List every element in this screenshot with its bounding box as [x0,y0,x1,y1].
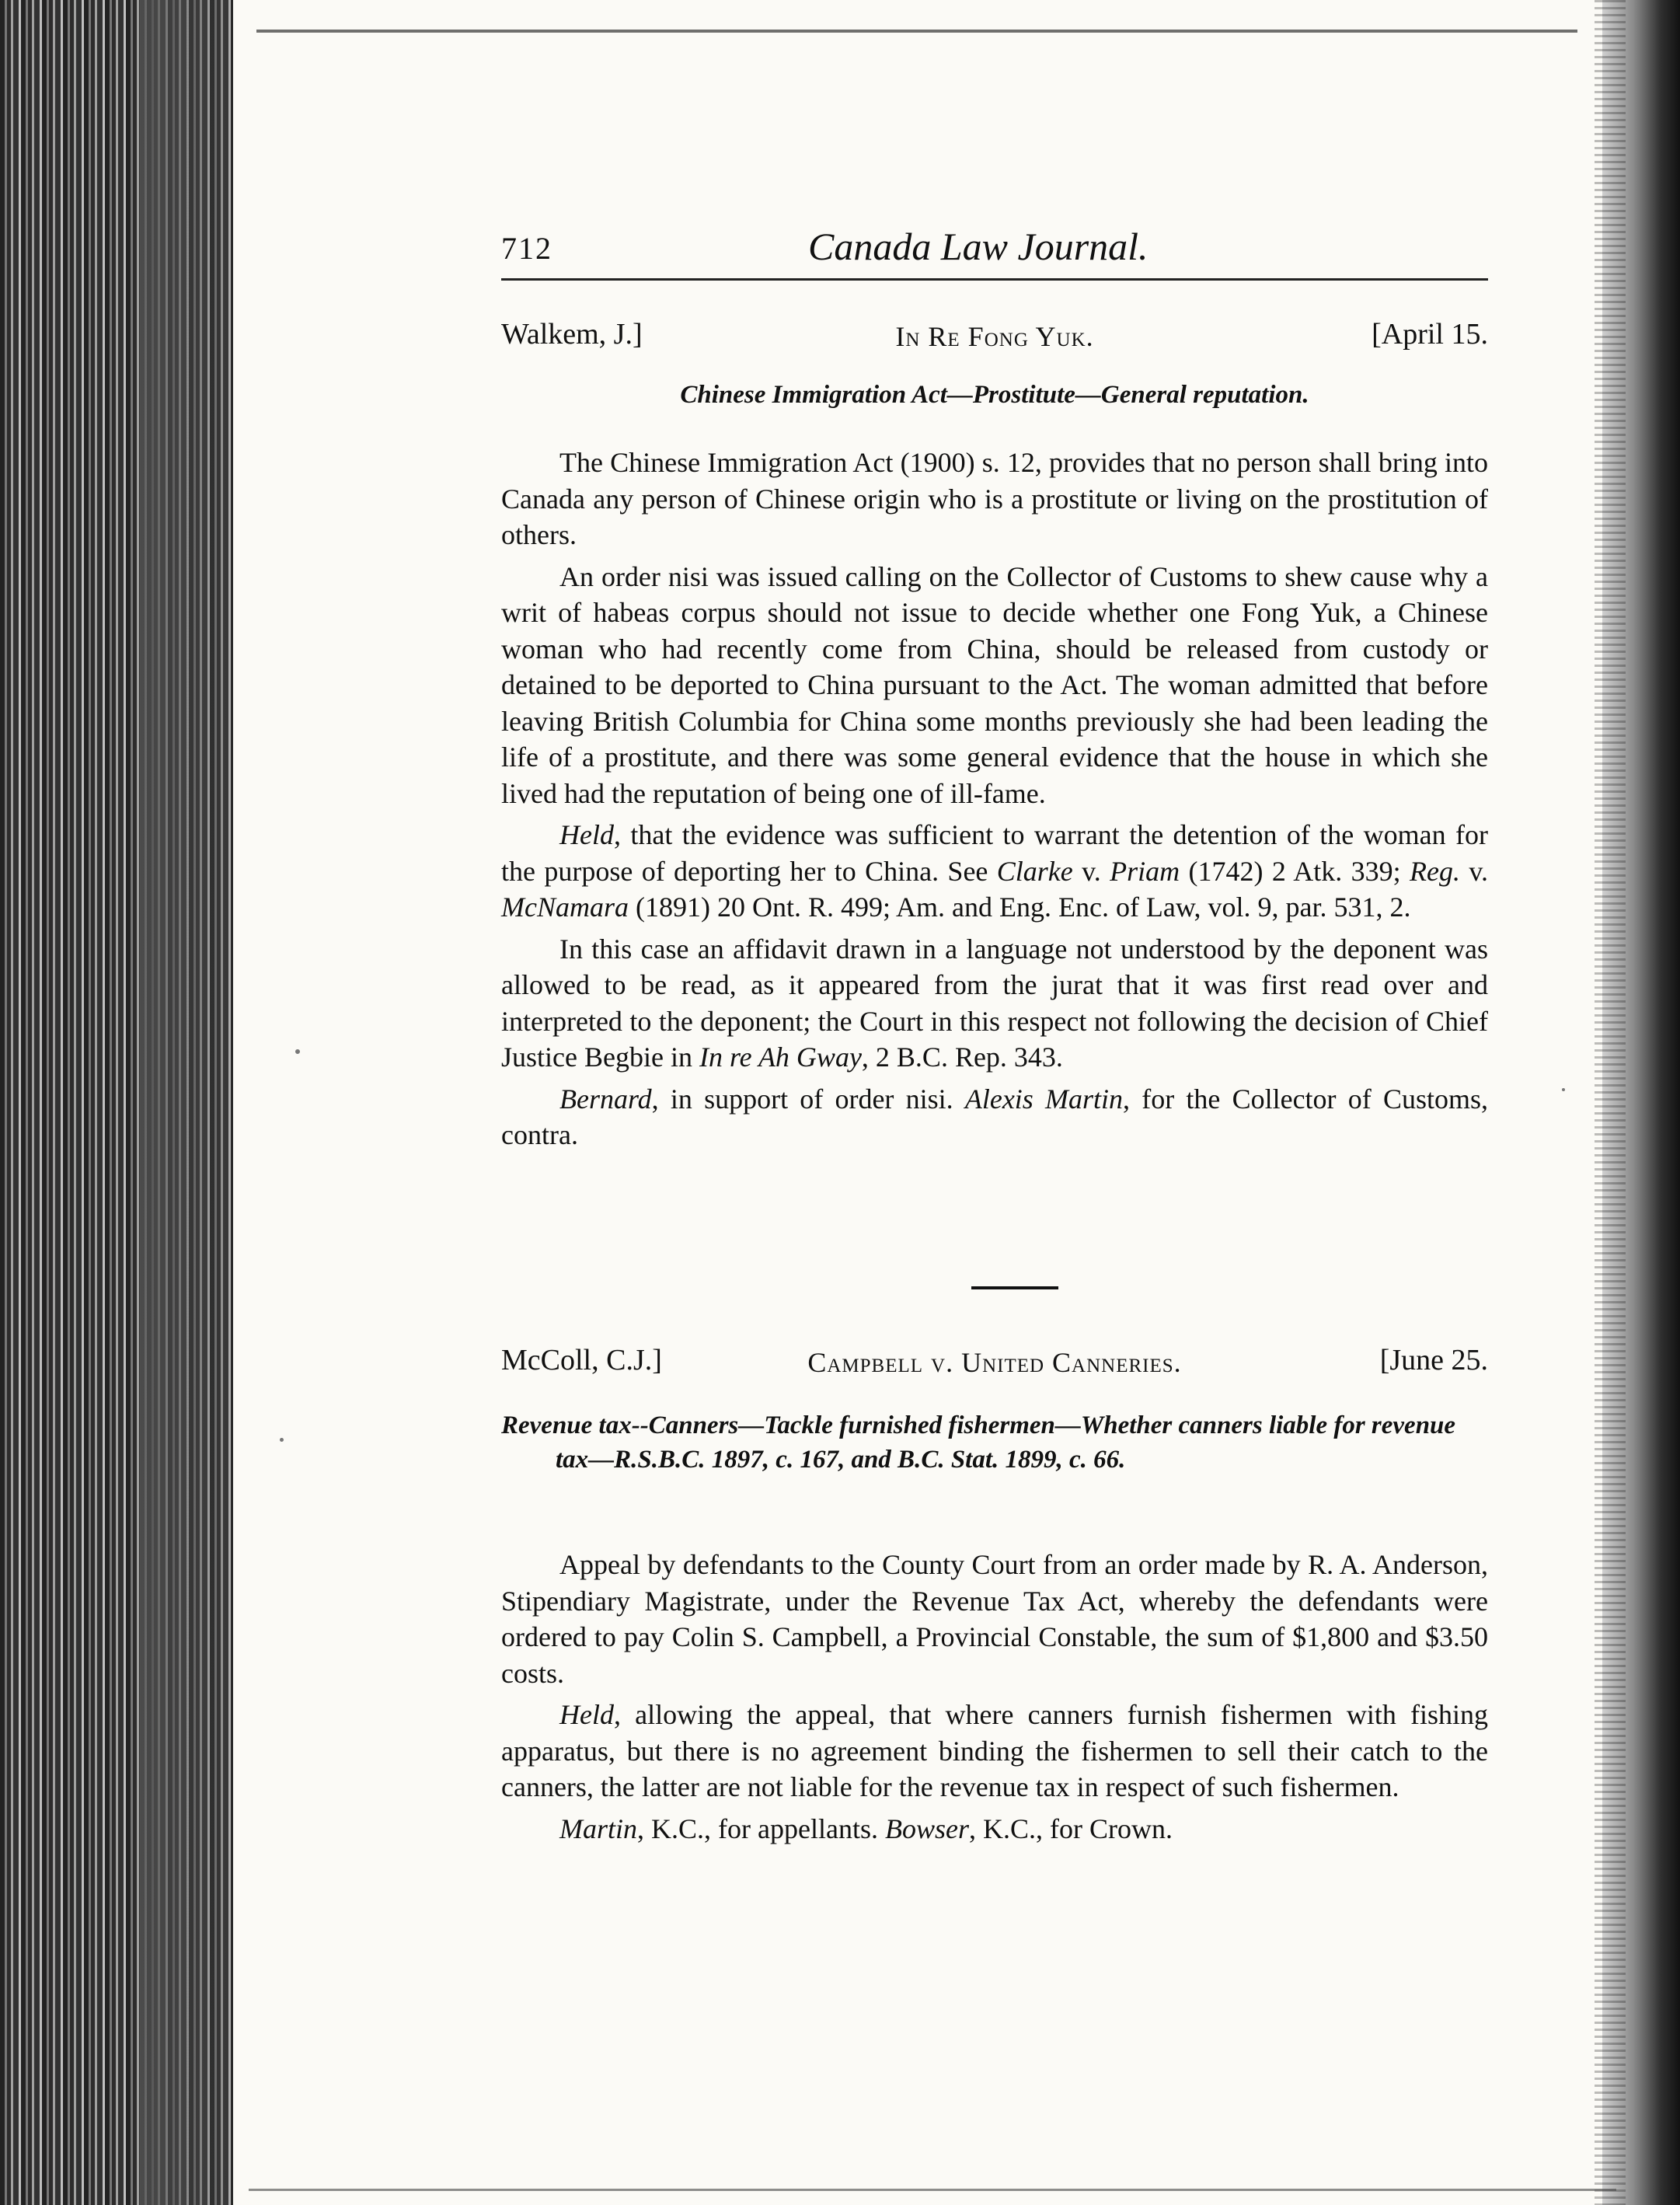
paragraph-text: , in support of order nisi. [651,1083,965,1115]
right-edge-texture [1595,0,1626,2205]
case2-date: [June 25. [1379,1344,1488,1376]
case-citation-party: Reg. [1410,855,1460,887]
case2-catchwords: Revenue tax--Canners—Tackle furnished fishermen—Whether canners liable for revenue tax—R.S.B.C. 1897, c. 167, and B.C. Stat. 1899, c. 66. [501,1411,1456,1474]
bottom-page-edge [249,2189,1616,2191]
scan-speck [280,1438,284,1442]
journal-title: Canada Law Journal. [808,225,1148,268]
case1-body [501,445,1488,1159]
case1-paragraph-3 [501,817,1488,926]
case1-heading [501,317,1488,356]
case1-date: [April 15. [1372,318,1488,351]
paragraph-text: , 2 B.C. Rep. 343. [861,1041,1063,1073]
case2-judge: McColl, C.J.] [501,1344,662,1376]
top-page-edge [256,30,1577,33]
scan-speck [1562,1088,1565,1091]
running-head [501,224,1488,278]
case1-paragraph-2: An order nisi was issued calling on the Collector of Customs to shew cause why a writ of habeas corpus should not issue to decide whether one Fong Yuk, a Chinese woman who had recently come from China, should be released from custody or detained to be deported to China pursuant to the Act. The woman admitted that before leaving British Columbia for China some months previously she had been leading the life of a prostitute, and there was some general evidence that the house in which she lived had the reputation of being one of ill-fame. [501,560,1488,809]
page-number: 712 [501,231,552,266]
case1-paragraph-1: The Chinese Immigration Act (1900) s. 12, provides that no person shall bring into Canada any person of Chinese origin who is a prostitute or living on the prostitution of others. [501,447,1488,550]
paragraph-text: v. [1072,855,1110,887]
scan-speck [295,1049,300,1054]
counsel-name: Alexis Martin [964,1083,1124,1115]
paragraph-text: In this case an affidavit drawn in a language not understood by the deponent was allowed to be read, as it appeared from the jurat that it was first read over and interpreted to the deponent; the Court in this respect not following the decision of Chief Justice Begbie in [501,933,1488,1073]
case1-counsel [501,1081,1488,1153]
paragraph-text: (1742) 2 Atk. 339; [1180,855,1410,887]
case2-body [501,1547,1488,1852]
paragraph-text: v. [1459,855,1488,887]
case-citation-party: Priam [1110,855,1180,887]
case1-catchwords: Chinese Immigration Act—Prostitute—General reputation. [680,381,1309,409]
counsel-name: Bowser [884,1812,969,1844]
case-citation-party: Clarke [996,855,1073,887]
case2-paragraph-1: Appeal by defendants to the County Court from an order made by R. A. Anderson, Stipendiary Magistrate, under the Revenue Tax Act, whereby the defendants were ordered to pay Colin S. Campbell, a Provincial Constable, the sum of $1,800 and $3.50 costs. [501,1549,1488,1689]
section-divider [971,1286,1058,1289]
paragraph-text: , for the Collector of Customs, contra. [501,1083,1488,1150]
paragraph-text: , K.C., for appellants. [637,1812,885,1844]
case1-judge: Walkem, J.] [501,318,643,351]
case1-paragraph-4 [501,931,1488,1076]
case-citation-party: McNamara [501,891,629,923]
paragraph-text: , K.C., for Crown. [968,1812,1173,1844]
case2-name: Campbell v. United Canneries. [807,1347,1182,1378]
paragraph-text: (1891) 20 Ont. R. 499; Am. and Eng. Enc. of Law, vol. 9, par. 531, 2. [629,891,1411,923]
held-label: Held [559,819,614,850]
header-rule-dashed [1162,278,1488,281]
counsel-name: Martin [559,1812,638,1844]
counsel-name: Bernard [559,1083,652,1115]
case2-paragraph-2 [501,1697,1488,1806]
case2-counsel [501,1811,1488,1847]
held-label: Held [559,1699,614,1730]
case-citation-party: In re Ah Gway [699,1041,862,1073]
paragraph-text: , allowing the appeal, that where canners furnish fishermen with fishing apparatus, but there is no agreement binding the fishermen to sell their catch to the canners, the latter are not liable for the revenue tax in respect of such fishermen. [501,1699,1488,1802]
case1-name: In Re Fong Yuk. [895,321,1094,352]
binding-gradient [140,0,249,2205]
paragraph-text: , that the evidence was sufficient to warrant the detention of the woman for the purpose of deporting her to China. See [501,819,1488,887]
case2-heading [501,1343,1488,1382]
